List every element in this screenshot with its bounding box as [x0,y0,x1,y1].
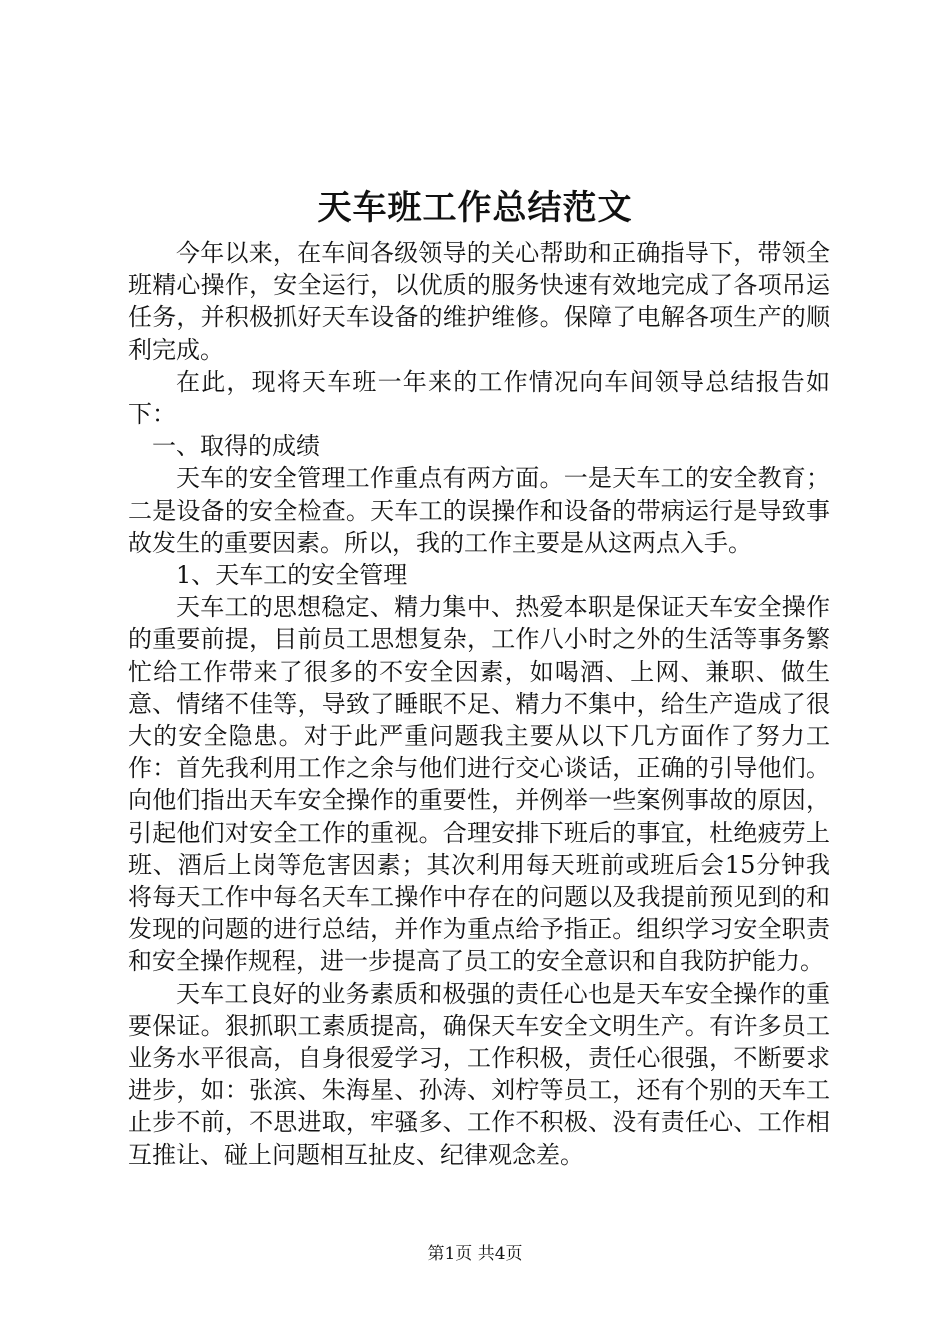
section-heading-achievements: 一、取得的成绩 [152,432,320,461]
paragraph-report-lead: 在此，现将天车班一年来的工作情况向车间领导总结报告如下： [128,367,830,429]
paragraph-intro: 今年以来，在车间各级领导的关心帮助和正确指导下，带领全班精心操作，安全运行，以优质的服务快速有效地完成了各项吊运任务，并积极抓好天车设备的维护维修。保障了电解各项生产的顺利完成。 [128,239,830,364]
subsection-heading-crane-operator-safety: 1、天车工的安全管理 [176,561,408,590]
document-title: 天车班工作总结范文 [317,188,633,228]
paragraph-operator-mindset: 天车工的思想稳定、精力集中、热爱本职是保证天车安全操作的重要前提，目前员工思想复杂，工作八小时之外的生活等事务繁忙给工作带来了很多的不安全因素，如喝酒、上网、兼职、做生意、情绪不佳等，导致了睡眠不足、精力不集中，给生产造成了很大的安全隐患。对于此严重问题我主要从以下几方面作了努力工作：首先我利用工作之余与他们进行交心谈话，正确的引导他们。向他们指出天车安全操作的重要性，并例举一些案例事故的原因，引起他们对安全工作的重视。合理安排下班后的事宜，杜绝疲劳上班、酒后上岗等危害因素；其次利用每天班前或班后会15分钟我将每天工作中每名天车工操作中存在的问题以及我提前预见到的和发现的问题的进行总结，并作为重点给予指正。组织学习安全职责和安全操作规程，进一步提高了员工的安全意识和自我防护能力。 [128,593,830,976]
paragraph-operator-quality: 天车工良好的业务素质和极强的责任心也是天车安全操作的重要保证。狠抓职工素质提高，确保天车安全文明生产。有许多员工业务水平很高，自身很爱学习，工作积极，责任心很强，不断要求进步，如：张滨、朱海星、孙涛、刘柠等员工，还有个别的天车工止步不前，不思进取，牢骚多、工作不积极、没有责任心、工作相互推让、碰上问题相互扯皮、纪律观念差。 [128,979,830,1169]
page-footer: 第1页 共4页 [427,1244,523,1264]
paragraph-safety-focus: 天车的安全管理工作重点有两方面。一是天车工的安全教育；二是设备的安全检查。天车工的误操作和设备的带病运行是导致事故发生的重要因素。所以，我的工作主要是从这两点入手。 [128,464,830,557]
document-body [128,237,830,1171]
